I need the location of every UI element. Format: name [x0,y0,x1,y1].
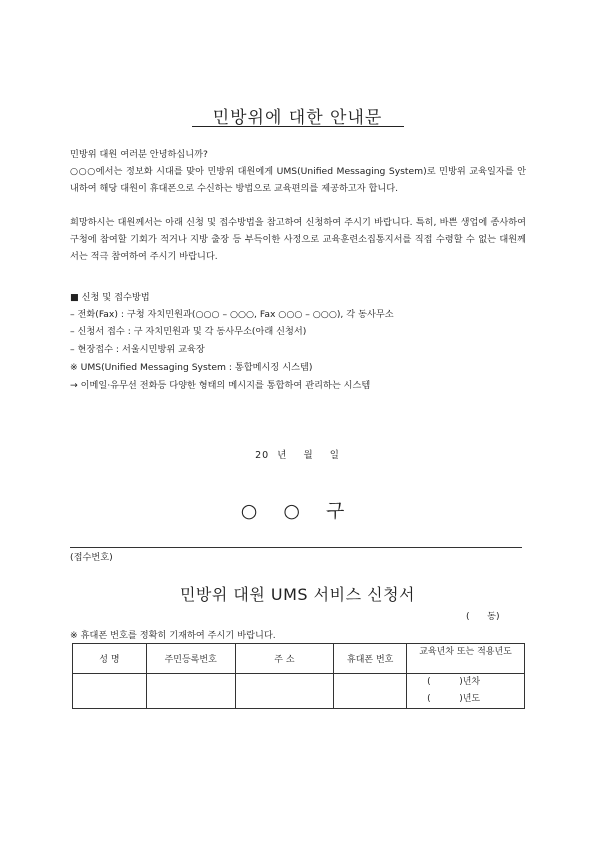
header-name: 성 명 [73,644,147,674]
education-year-cell[interactable] [407,674,525,709]
greeting: 민방위 대원 여러분 안녕하십니까? [70,149,208,160]
dong-field[interactable]: ( 동) [466,611,500,622]
year-count-field[interactable]: ( )년차 [427,677,481,687]
table-header-row [73,644,525,674]
address-cell[interactable] [235,674,334,709]
receipt-divider [70,547,522,548]
header-address: 주 소 [235,644,334,674]
method-item-phone: – 전화(Fax) : 구청 자치민원과(○○○ – ○○○, Fax ○○○ – ○○○), 각 동사무소 [70,309,394,320]
document-title: 민방위에 대한 안내문 [212,108,383,128]
method-item-onsite: – 현장접수 : 서울시민방위 교육장 [70,344,205,355]
form-title: 민방위 대원 UMS 서비스 신청서 [179,585,416,604]
header-phone: 휴대폰 번호 [334,644,407,674]
title-underline [192,126,404,127]
name-cell[interactable] [73,674,147,709]
method-heading: ■ 신청 및 접수방법 [70,292,150,303]
district-name: ○ ○ 구 [240,500,355,522]
ums-description: → 이메일·유무선 전화등 다양한 형태의 메시지를 통합하여 관리하는 시스템 [70,380,371,391]
request-paragraph: 희망하시는 대원께서는 아래 신청 및 접수방법을 참고하여 신청하여 주시기 바랍니다. 특히, 바쁜 생업에 종사하여 구청에 참여할 기회가 적거나 지방 출장 등 부득이한 사정으로 교육훈련소집통지서를 직접 수령할 수 없는 대원께서는 적극 참여하여 주시기 바랍니다. [70,217,526,262]
application-table [72,643,525,709]
header-resident-number: 주민등록번호 [146,644,235,674]
receipt-number-label: (접수번호) [70,552,113,563]
date-line: 20 년 월 일 [255,450,340,461]
form-note: ※ 휴대폰 번호를 정확히 기재하여 주시기 바랍니다. [70,630,276,641]
table-row [73,674,525,709]
ums-note: ※ UMS(Unified Messaging System : 통합메시징 시스템) [70,362,313,373]
phone-cell[interactable] [334,674,407,709]
method-item-form: – 신청서 접수 : 구 자치민원과 및 각 동사무소(아래 신청서) [70,326,307,337]
intro-paragraph: ○○○에서는 정보화 시대를 맞아 민방위 대원에게 UMS(Unified Messaging System)로 민방위 교육일자를 안내하여 해당 대원이 휴대폰으로 수신하는 방법으로 교육편의를 제공하고자 합니다. [70,166,526,194]
resident-number-cell[interactable] [146,674,235,709]
year-applied-field[interactable]: ( )년도 [427,694,481,704]
header-education-year: 교육년차 또는 적용년도 [407,644,525,674]
